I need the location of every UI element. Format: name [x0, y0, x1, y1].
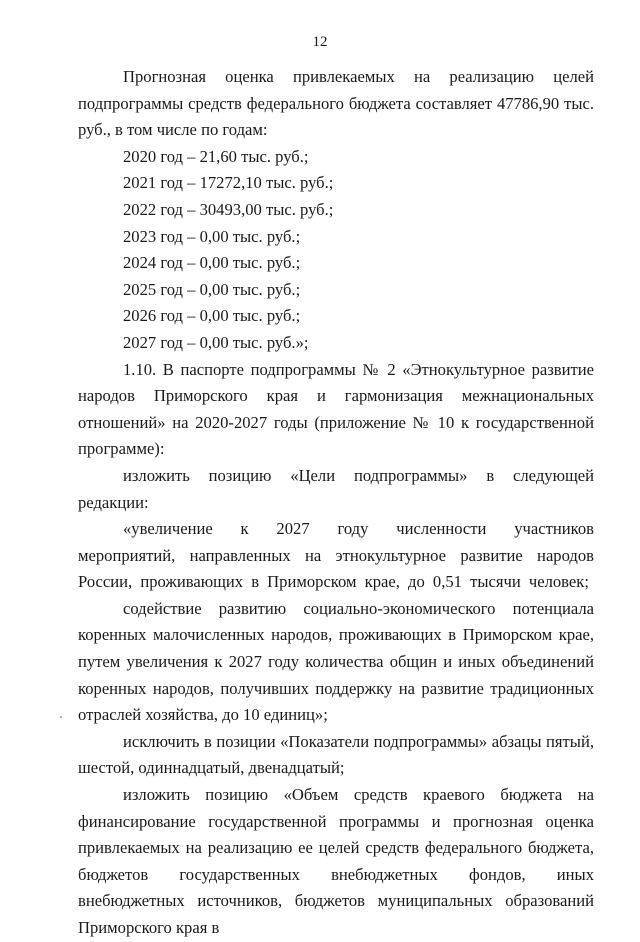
paragraph-state-goals: изложить позицию «Цели подпрограммы» в следующей редакции:: [78, 465, 594, 512]
year-item-2023: 2023 год – 0,00 тыс. руб.;: [123, 226, 301, 246]
year-item-2024: 2024 год – 0,00 тыс. руб.;: [123, 253, 301, 273]
year-item-2022: 2022 год – 30493,00 тыс. руб.;: [123, 199, 334, 219]
year-item-2027: 2027 год – 0,00 тыс. руб.»;: [123, 332, 309, 352]
paragraph-goal-indigenous: содействие развитию социально-экономического потенциала коренных малочисленных народов, проживающих в Приморском крае, путем увеличения к 2027 году количества общин и иных объединений коренных народов, получивших поддержку на развитие традиционных отраслей хозяйства, до 10 единиц»;: [78, 598, 594, 725]
year-item-2020: 2020 год – 21,60 тыс. руб.;: [123, 146, 309, 166]
year-item-2025: 2025 год – 0,00 тыс. руб.;: [123, 279, 301, 299]
scan-speck: [60, 716, 62, 718]
paragraph-federal-budget-intro: Прогнозная оценка привлекаемых на реализацию целей подпрограммы средств федерального бюджета составляет 47786,90 тыс. руб., в том числе по годам:: [78, 67, 594, 140]
paragraph-state-volume: изложить позицию «Объем средств краевого бюджета на финансирование государственной программы и прогнозная оценка привлекаемых на реализацию ее целей средств федерального бюджета, бюджетов государственных внебюджетных фондов, иных внебюджетных источников, бюджетов муниципальных образований Приморского края в: [78, 785, 594, 937]
year-item-2021: 2021 год – 17272,10 тыс. руб.;: [123, 173, 334, 193]
paragraph-exclude-indicators: исключить в позиции «Показатели подпрограммы» абзацы пятый, шестой, одиннадцатый, двенадцатый;: [78, 731, 594, 778]
paragraph-goal-participants: «увеличение к 2027 году численности участников мероприятий, направленных на этнокультурное развитие народов России, проживающих в Приморском крае, до 0,51 тысячи человек;: [78, 519, 594, 592]
year-item-2026: 2026 год – 0,00 тыс. руб.;: [123, 306, 301, 326]
page-number: 12: [312, 34, 328, 50]
paragraph-item-1-10: 1.10. В паспорте подпрограммы № 2 «Этнокультурное развитие народов Приморского края и гармонизация межнациональных отношений» на 2020-2027 годы (приложение № 10 к государственной программе):: [78, 359, 594, 459]
document-body: [78, 64, 594, 942]
